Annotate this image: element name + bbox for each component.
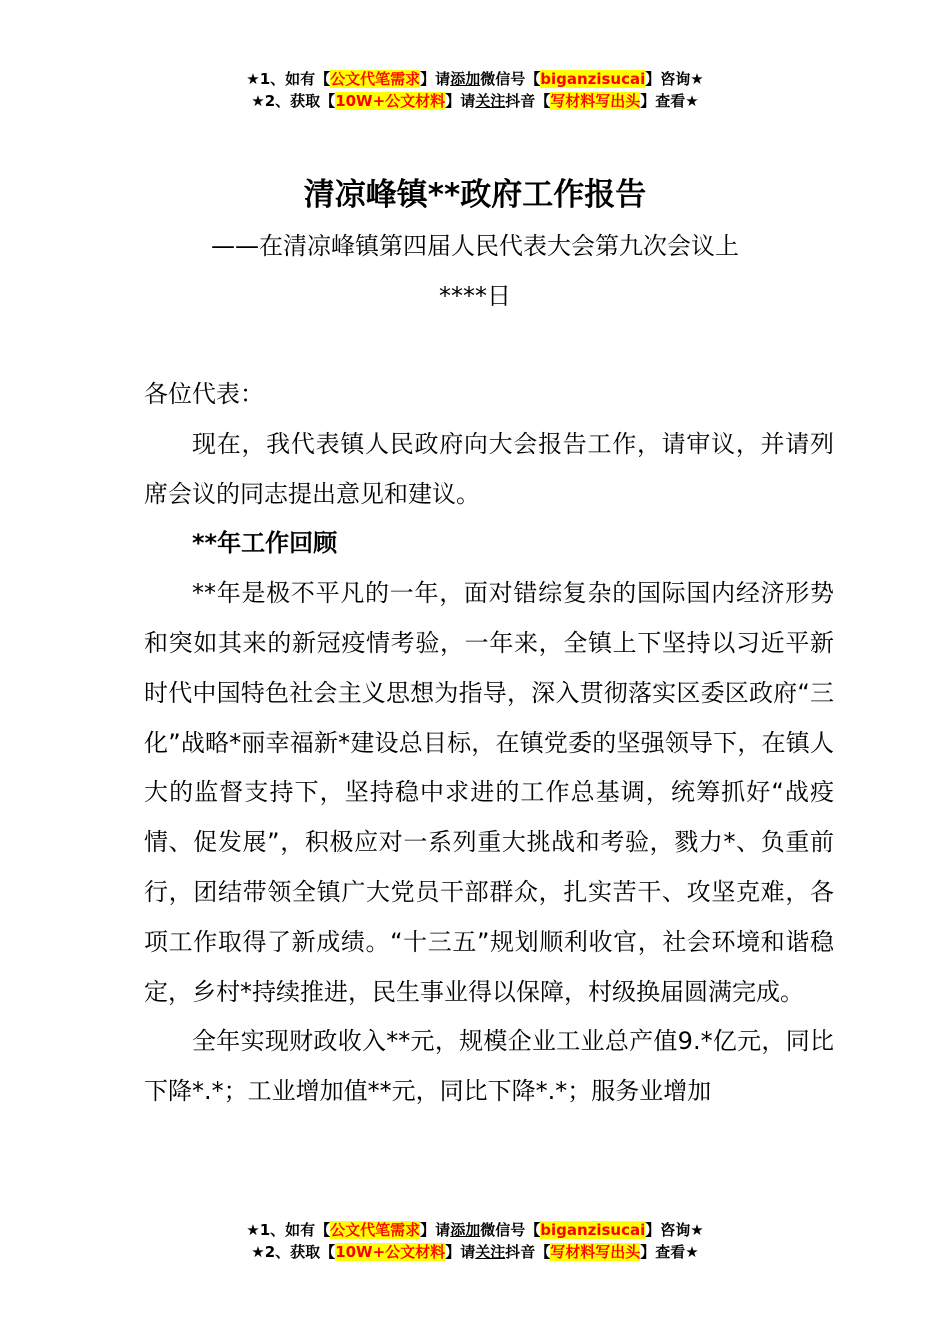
promo-materials-highlight: 10W+公文材料 xyxy=(335,92,446,110)
promo-banner-top xyxy=(0,68,950,112)
promo-douyin-id: 写材料写出头 xyxy=(550,92,641,110)
intro-paragraph: 现在，我代表镇人民政府向大会报告工作，请审议，并请列席会议的同志提出意见和建议。 xyxy=(144,429,834,508)
document-date: ****日 xyxy=(439,282,511,310)
promo-wechat-id: biganzisucai xyxy=(540,1221,646,1239)
document-title: 清凉峰镇**政府工作报告 xyxy=(303,177,647,213)
promo-wechat-id: biganzisucai xyxy=(540,70,646,88)
promo-line-2: ★2、获取【10W+公文材料】请关注抖音【写材料写出头】查看★ xyxy=(251,1243,699,1261)
statistics-paragraph: 全年实现财政收入**元，规模企业工业总产值9.*亿元，同比下降*.*；工业增加值**元，同比下降*.*；服务业增加 xyxy=(144,1027,834,1106)
document-body xyxy=(144,370,834,1117)
promo-douyin-id: 写材料写出头 xyxy=(550,1243,641,1261)
promo-banner-bottom xyxy=(0,1219,950,1263)
promo-materials-highlight: 10W+公文材料 xyxy=(335,1243,446,1261)
promo-line-2: ★2、获取【10W+公文材料】请关注抖音【写材料写出头】查看★ xyxy=(251,92,699,110)
promo-line-1: ★1、如有【公文代笔需求】请添加微信号【biganzisucai】咨询★ xyxy=(246,1221,704,1239)
salutation: 各位代表： xyxy=(144,380,264,408)
review-paragraph: **年是极不平凡的一年，面对错综复杂的国际国内经济形势和突如其来的新冠疫情考验，一年来，全镇上下坚持以习近平新时代中国特色社会主义思想为指导，深入贯彻落实区委区政府“三化”战略*丽幸福新*建设总目标，在镇党委的坚强领导下，在镇人大的监督支持下，坚持稳中求进的工作总基调，统筹抓好“战疫情、促发展”，积极应对一系列重大挑战和考验，戮力*、负重前行，团结带领全镇广大党员干部群众，扎实苦干、攻坚克难，各项工作取得了新成绩。“十三五”规划顺利收官，社会环境和谐稳定，乡村*持续推进，民生事业得以保障，村级换届圆满完成。 xyxy=(144,579,834,1006)
promo-service-highlight: 公文代笔需求 xyxy=(330,1221,421,1239)
document-subtitle: ——在清凉峰镇第四届人民代表大会第九次会议上 xyxy=(211,232,739,260)
promo-line-1: ★1、如有【公文代笔需求】请添加微信号【biganzisucai】咨询★ xyxy=(246,70,704,88)
promo-service-highlight: 公文代笔需求 xyxy=(330,70,421,88)
section-heading: **年工作回顾 xyxy=(192,529,338,558)
